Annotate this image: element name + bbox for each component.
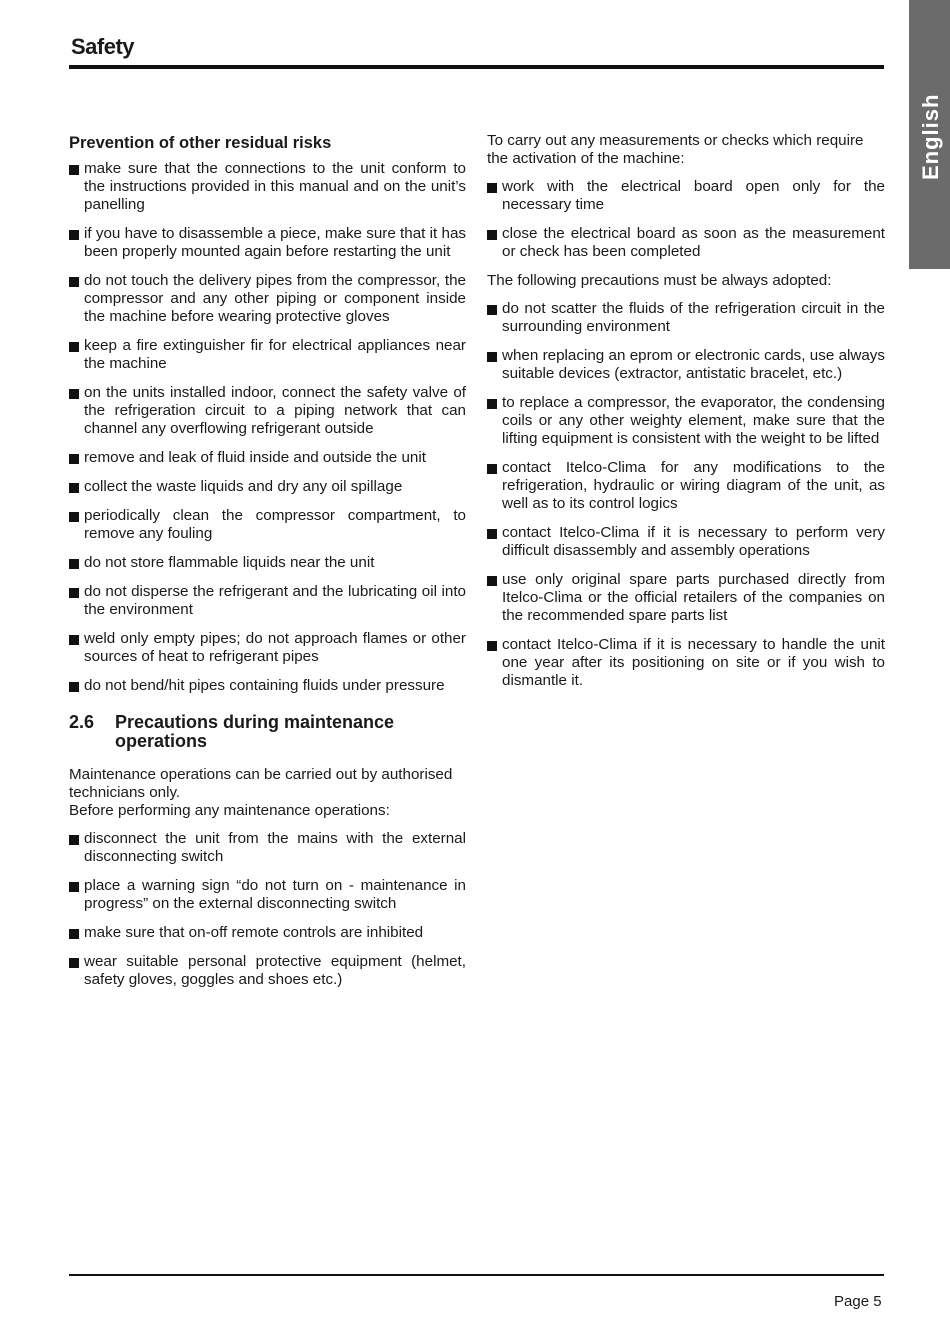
- bullet-square-icon: [69, 512, 79, 522]
- list-item: do not bend/hit pipes containing fluids under pressure: [69, 677, 466, 695]
- bullet-square-icon: [69, 454, 79, 464]
- bullet-square-icon: [487, 576, 497, 586]
- precautions-intro: The following precautions must be always adopted:: [487, 272, 832, 289]
- list-item: make sure that on-off remote controls are inhibited: [69, 924, 466, 942]
- bullet-square-icon: [69, 559, 79, 569]
- list-item: use only original spare parts purchased directly from Itelco-Clima or the official retailers of the companies on the recommended spare parts list: [487, 571, 885, 625]
- section-number: 2.6: [69, 712, 95, 732]
- list-item: collect the waste liquids and dry any oil spillage: [69, 478, 466, 496]
- list-item: remove and leak of fluid inside and outside the unit: [69, 449, 466, 467]
- bullet-square-icon: [69, 588, 79, 598]
- list-item: weld only empty pipes; do not approach flames or other sources of heat to refrigerant pipes: [69, 630, 466, 666]
- bullet-square-icon: [69, 958, 79, 968]
- maintenance-intro-line: Before performing any maintenance operations:: [69, 802, 390, 819]
- residual-risks-list: [69, 160, 466, 695]
- list-item: do not disperse the refrigerant and the lubricating oil into the environment: [69, 583, 466, 619]
- list-item: on the units installed indoor, connect the safety valve of the refrigeration circuit to a piping network that can channel any overflowing refrigerant outside: [69, 384, 466, 438]
- maintenance-list: [69, 830, 466, 989]
- list-item: make sure that the connections to the unit conform to the instructions provided in this manual and on the unit’s panelling: [69, 160, 466, 214]
- left-column: [69, 132, 466, 1000]
- page-number: Page 5: [834, 1293, 882, 1310]
- list-item: wear suitable personal protective equipment (helmet, safety gloves, goggles and shoes etc.): [69, 953, 466, 989]
- list-item: do not scatter the fluids of the refrigeration circuit in the surrounding environment: [487, 300, 885, 336]
- list-item: keep a fire extinguisher fir for electrical appliances near the machine: [69, 337, 466, 373]
- precautions-list: [487, 300, 885, 690]
- bullet-square-icon: [487, 529, 497, 539]
- list-item: close the electrical board as soon as the measurement or check has been completed: [487, 225, 885, 261]
- list-item: contact Itelco-Clima for any modifications to the refrigeration, hydraulic or wiring diagram of the unit, as well as to its control logics: [487, 459, 885, 513]
- bullet-square-icon: [487, 305, 497, 315]
- bullet-square-icon: [487, 464, 497, 474]
- list-item: when replacing an eprom or electronic cards, use always suitable devices (extractor, antistatic bracelet, etc.): [487, 347, 885, 383]
- bullet-square-icon: [69, 389, 79, 399]
- measurements-list: [487, 178, 885, 261]
- list-item: do not store flammable liquids near the unit: [69, 554, 466, 572]
- footer-rule: [69, 1274, 884, 1276]
- bullet-square-icon: [69, 165, 79, 175]
- list-item: contact Itelco-Clima if it is necessary to handle the unit one year after its positioning on site or if you wish to dismantle it.: [487, 636, 885, 690]
- bullet-square-icon: [69, 635, 79, 645]
- bullet-square-icon: [487, 352, 497, 362]
- bullet-square-icon: [487, 183, 497, 193]
- list-item: do not touch the delivery pipes from the compressor, the compressor and any other piping or component inside the machine before wearing protective gloves: [69, 272, 466, 326]
- right-column: [487, 132, 885, 701]
- maintenance-intro: [69, 766, 466, 820]
- bullet-square-icon: [487, 230, 497, 240]
- measurements-intro: To carry out any measurements or checks which require the activation of the machine:: [487, 132, 864, 167]
- list-item: periodically clean the compressor compartment, to remove any fouling: [69, 507, 466, 543]
- bullet-square-icon: [69, 682, 79, 692]
- list-item: disconnect the unit from the mains with the external disconnecting switch: [69, 830, 466, 866]
- bullet-square-icon: [487, 399, 497, 409]
- list-item: contact Itelco-Clima if it is necessary to perform very difficult disassembly and assembly operations: [487, 524, 885, 560]
- list-item: to replace a compressor, the evaporator, the condensing coils or any other weighty element, make sure that the lifting equipment is consistent with the weight to be lifted: [487, 394, 885, 448]
- bullet-square-icon: [69, 835, 79, 845]
- list-item: place a warning sign “do not turn on - maintenance in progress” on the external disconnecting switch: [69, 877, 466, 913]
- language-tab-label: English: [918, 93, 943, 180]
- maintenance-intro-line: Maintenance operations can be carried out by authorised technicians only.: [69, 766, 453, 801]
- bullet-square-icon: [487, 641, 497, 651]
- residual-risks-heading: Prevention of other residual risks: [69, 134, 332, 152]
- list-item: work with the electrical board open only for the necessary time: [487, 178, 885, 214]
- section-heading: [69, 713, 466, 751]
- bullet-square-icon: [69, 230, 79, 240]
- bullet-square-icon: [69, 882, 79, 892]
- bullet-square-icon: [69, 342, 79, 352]
- bullet-square-icon: [69, 483, 79, 493]
- section-title: Precautions during maintenance operations: [115, 712, 395, 751]
- list-item: if you have to disassemble a piece, make sure that it has been properly mounted again before restarting the unit: [69, 225, 466, 261]
- page-header-title: Safety: [71, 34, 135, 59]
- bullet-square-icon: [69, 929, 79, 939]
- bullet-square-icon: [69, 277, 79, 287]
- header-rule: [69, 65, 884, 69]
